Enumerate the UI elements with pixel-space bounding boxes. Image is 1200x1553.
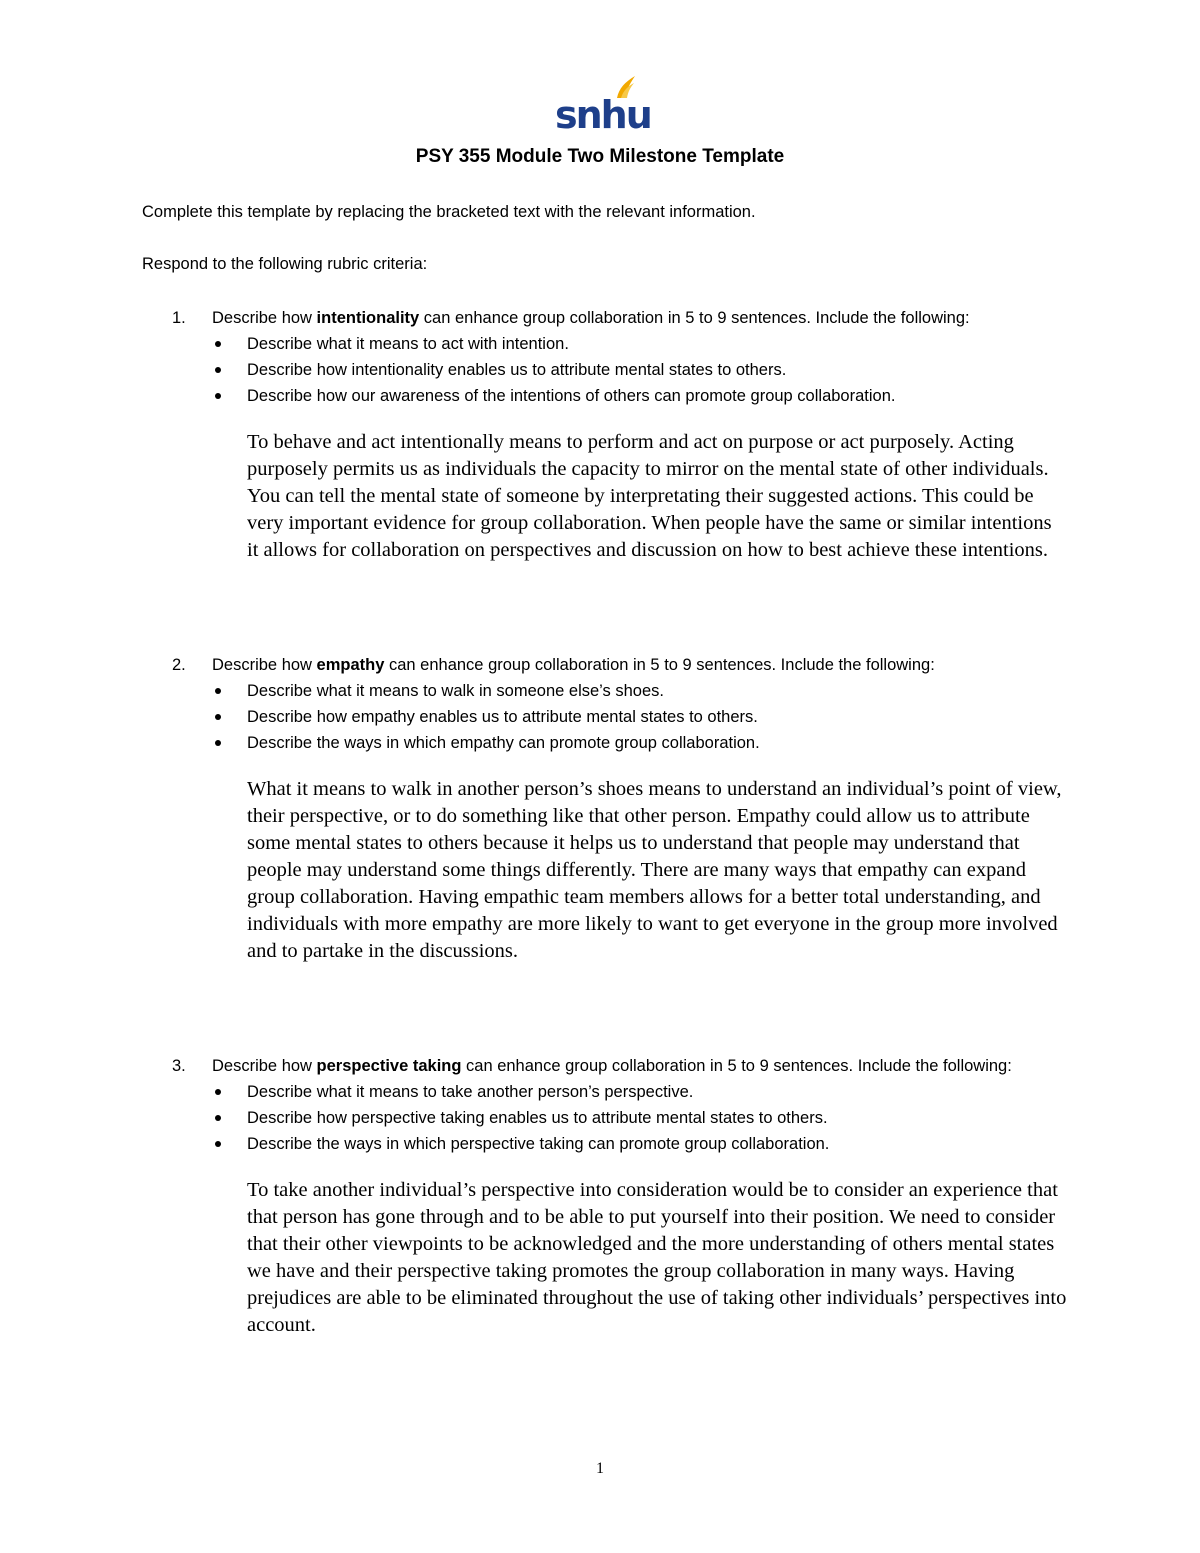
question-header — [142, 305, 1062, 331]
bullet-item: Describe what it means to take another person’s perspective. — [247, 1079, 1062, 1105]
question-2 — [142, 652, 1062, 965]
bullet-item: Describe the ways in which perspective taking can promote group collaboration. — [247, 1131, 1062, 1157]
bullet-item: Describe how our awareness of the intentions of others can promote group collaboration. — [247, 383, 1062, 409]
question-suffix: can enhance group collaboration in 5 to 9 sentences. Include the following: — [384, 656, 935, 674]
page-title: PSY 355 Module Two Milestone Template — [415, 146, 785, 167]
bullet-item: Describe how perspective taking enables us to attribute mental states to others. — [247, 1105, 1062, 1131]
question-3 — [142, 1053, 1067, 1339]
instructions-text: Complete this template by replacing the bracketed text with the relevant information. — [142, 203, 756, 221]
question-keyword: empathy — [316, 656, 385, 674]
question-suffix: can enhance group collaboration in 5 to 9 sentences. Include the following: — [419, 309, 970, 327]
bullet-list — [142, 331, 1062, 409]
question-keyword: intentionality — [316, 309, 420, 327]
respond-text: Respond to the following rubric criteria: — [142, 255, 428, 273]
question-header — [142, 1053, 1062, 1079]
bullet-item: Describe how intentionality enables us to attribute mental states to others. — [247, 357, 1062, 383]
question-1 — [142, 305, 1062, 564]
bullet-item: Describe how empathy enables us to attribute mental states to others. — [247, 704, 1062, 730]
question-prefix: Describe how — [212, 1057, 317, 1075]
logo-text: snhu — [555, 93, 651, 137]
question-header — [142, 652, 1062, 678]
bullet-item: Describe the ways in which empathy can promote group collaboration. — [247, 730, 1062, 756]
answer-text: To behave and act intentionally means to perform and act on purpose or act purposely. Acting purposely permits us as individuals the capacity to mirror on the mental state of other individuals. You can tell the mental state of someone by interpretating their suggested actions. This could be very important evidence for group collaboration. When people have the same or similar intentions it allows for collaboration on perspectives and discussion on how to best achieve these intentions. — [247, 431, 1052, 561]
bullet-list — [142, 678, 1062, 756]
question-keyword: perspective taking — [316, 1057, 462, 1075]
question-prefix: Describe how — [212, 656, 317, 674]
bullet-item: Describe what it means to act with intention. — [247, 331, 1062, 357]
snhu-logo — [555, 74, 651, 137]
answer-text: What it means to walk in another person’s shoes means to understand an individual’s point of view, their perspective, or to do something like that other person. Empathy could allow us to attribute some mental states to others because it helps us to understand that people may understand that people may understand some things differently. There are many ways that empathy can expand group collaboration. Having empathic team members allows for a better total understanding, and individuals with more empathy are more likely to want to get everyone in the group more involved and to partake in the discussions. — [247, 778, 1062, 962]
bullet-list — [142, 1079, 1062, 1157]
question-number: 1. — [172, 309, 186, 327]
question-suffix: can enhance group collaboration in 5 to 9 sentences. Include the following: — [461, 1057, 1012, 1075]
bullet-item: Describe what it means to walk in someone else’s shoes. — [247, 678, 1062, 704]
answer-text: To take another individual’s perspective into consideration would be to consider an experience that that person has gone through and to be able to put yourself into their position. We need to consider that their other viewpoints to be acknowledged and the more understanding of others mental states we have and their perspective taking promotes the group collaboration in many ways. Having prejudices are able to be eliminated throughout the use of taking other individuals’ perspectives into account. — [247, 1179, 1067, 1336]
page-number: 1 — [596, 1460, 604, 1477]
question-prefix: Describe how — [212, 309, 317, 327]
question-number: 3. — [172, 1057, 186, 1075]
question-number: 2. — [172, 656, 186, 674]
